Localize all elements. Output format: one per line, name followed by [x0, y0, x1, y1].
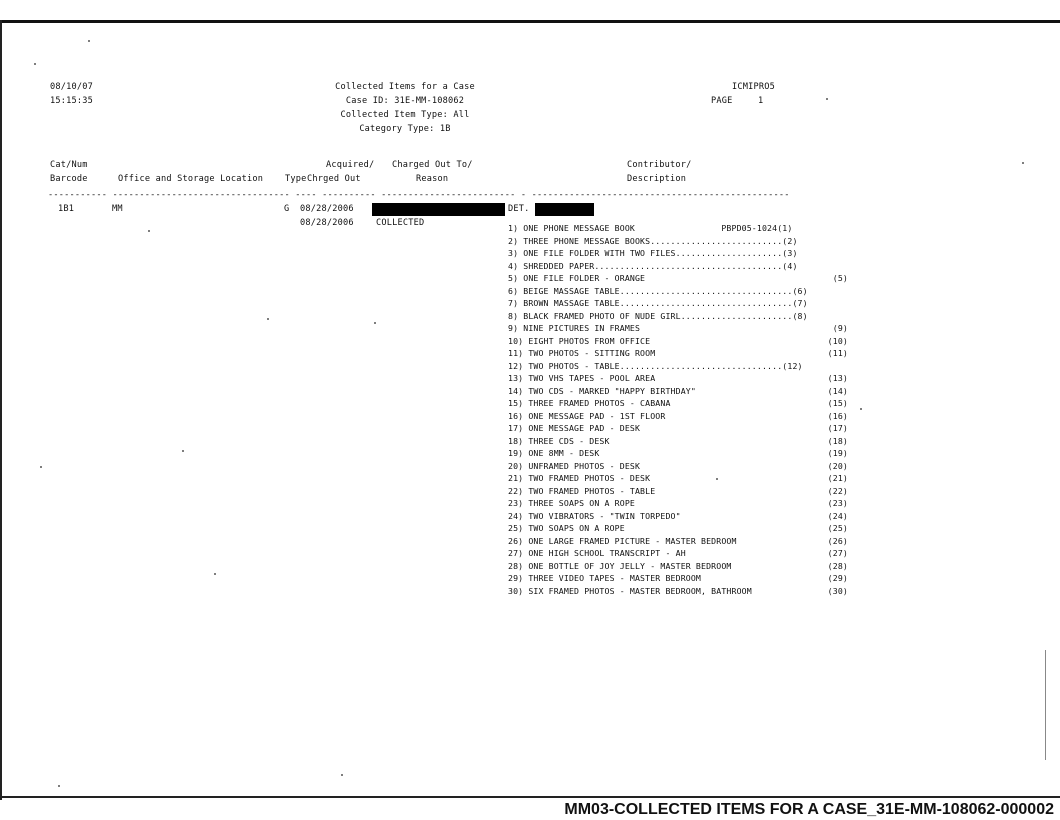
- scan-speck: [1022, 162, 1024, 164]
- description-item: [508, 372, 848, 385]
- record-acquired-date: 08/28/2006: [300, 204, 354, 214]
- description-item-ref: (25): [827, 523, 848, 533]
- col-barcode: Barcode: [50, 174, 88, 184]
- description-item: [508, 235, 848, 248]
- description-item-text: 8) BLACK FRAMED PHOTO OF NUDE GIRL......................(8): [508, 310, 808, 321]
- description-item: [508, 510, 848, 523]
- description-item-text: 11) TWO PHOTOS - SITTING ROOM: [508, 348, 656, 358]
- scan-speck: [40, 466, 42, 468]
- description-item-ref: (23): [827, 498, 848, 508]
- program-id: ICMIPRO5: [732, 82, 775, 92]
- description-item-text: 27) ONE HIGH SCHOOL TRANSCRIPT - AH: [508, 548, 686, 558]
- col-type: Type: [285, 174, 307, 184]
- description-item-text: 17) ONE MESSAGE PAD - DESK: [508, 423, 641, 433]
- description-item: [508, 485, 848, 498]
- scan-speck: [860, 408, 862, 410]
- record-office: MM: [112, 204, 123, 214]
- record-type: G: [284, 204, 290, 214]
- description-item: [508, 360, 848, 373]
- description-item-text: 26) ONE LARGE FRAMED PICTURE - MASTER BEDROOM: [508, 535, 737, 546]
- description-item-text: 5) ONE FILE FOLDER - ORANGE: [508, 273, 646, 283]
- description-item-ref: (10): [827, 335, 848, 346]
- description-item-ref: (5): [832, 273, 848, 283]
- case-id: Case ID: 31E-MM-108062: [345, 96, 465, 106]
- description-item-ref: (18): [827, 435, 848, 446]
- description-item: [508, 585, 848, 598]
- scan-speck: [341, 774, 343, 776]
- description-item-text: 22) TWO FRAMED PHOTOS - TABLE: [508, 485, 656, 496]
- contributor-prefix: DET.: [508, 204, 530, 214]
- scan-speck: [374, 322, 376, 324]
- description-item: [508, 272, 848, 285]
- scan-speck: [34, 63, 36, 65]
- col-catnum: Cat/Num: [50, 160, 88, 170]
- description-item: [508, 297, 848, 310]
- description-item-ref: (9): [832, 323, 848, 333]
- description-item: [508, 335, 848, 348]
- description-item-ref: (11): [827, 348, 848, 358]
- report-date: 08/10/07: [50, 82, 93, 92]
- description-item: [508, 472, 848, 485]
- record-catnum: 1B1: [58, 204, 75, 214]
- description-item-text: 10) EIGHT PHOTOS FROM OFFICE: [508, 335, 651, 346]
- col-chrgd-out: Chrged Out: [307, 174, 361, 184]
- description-item-text: 25) TWO SOAPS ON A ROPE: [508, 523, 625, 533]
- description-item-ref: (28): [827, 560, 848, 571]
- col-charged-out-to: Charged Out To/: [392, 160, 473, 170]
- scan-speck: [826, 98, 828, 100]
- description-item: [508, 535, 848, 548]
- header-separator: ----------- --------------------------------- ---- ---------- ------------------------- - ------------------------------------------------: [48, 190, 790, 200]
- col-reason: Reason: [416, 174, 449, 184]
- scan-speck: [58, 785, 60, 787]
- scan-speck: [88, 40, 90, 42]
- description-item: [508, 247, 848, 260]
- description-list: [508, 222, 848, 597]
- description-item-text: 13) TWO VHS TAPES - POOL AREA: [508, 373, 656, 383]
- description-item: [508, 397, 848, 410]
- description-item-ref: (24): [827, 510, 848, 521]
- description-item-text: 28) ONE BOTTLE OF JOY JELLY - MASTER BEDROOM: [508, 560, 732, 571]
- page-number: 1: [758, 96, 764, 106]
- scan-speck: [182, 450, 184, 452]
- description-item-text: 2) THREE PHONE MESSAGE BOOKS..........................(2): [508, 235, 798, 246]
- description-item-text: 19) ONE 8MM - DESK: [508, 448, 600, 458]
- description-item-ref: (22): [827, 485, 848, 496]
- page-label: PAGE: [711, 96, 733, 106]
- description-item-text: 24) TWO VIBRATORS - "TWIN TORPEDO": [508, 510, 681, 521]
- bates-stamp: MM03-COLLECTED ITEMS FOR A CASE_31E-MM-108062-000002: [564, 801, 1054, 818]
- redaction-charged-out-to: [372, 203, 505, 216]
- description-item-ref: (15): [827, 398, 848, 408]
- description-item-ref: (27): [827, 548, 848, 558]
- description-item-text: 18) THREE CDS - DESK: [508, 435, 610, 446]
- description-item: [508, 547, 848, 560]
- description-item: [508, 322, 848, 335]
- description-item-text: 9) NINE PICTURES IN FRAMES: [508, 323, 641, 333]
- description-item: [508, 572, 848, 585]
- col-acquired: Acquired/: [326, 160, 375, 170]
- col-description: Description: [627, 174, 687, 184]
- page-left-edge: [0, 20, 2, 800]
- description-item-text: 30) SIX FRAMED PHOTOS - MASTER BEDROOM, BATHROOM: [508, 585, 752, 596]
- collected-item-type: Collected Item Type: All: [340, 110, 470, 120]
- description-item-ref: (29): [827, 573, 848, 583]
- description-item-text: 12) TWO PHOTOS - TABLE................................(12): [508, 360, 803, 371]
- description-item: [508, 447, 848, 460]
- description-item-text: 14) TWO CDS - MARKED "HAPPY BIRTHDAY": [508, 385, 696, 396]
- page-right-edge: [1045, 650, 1046, 760]
- description-item-text: 3) ONE FILE FOLDER WITH TWO FILES.....................(3): [508, 248, 798, 258]
- description-item-ref: (19): [827, 448, 848, 458]
- description-item: [508, 222, 848, 235]
- description-item: [508, 497, 848, 510]
- col-contributor: Contributor/: [627, 160, 692, 170]
- record-reason: COLLECTED: [376, 218, 425, 228]
- description-item: [508, 435, 848, 448]
- description-item: [508, 347, 848, 360]
- description-item-text: 7) BROWN MASSAGE TABLE..................................(7): [508, 298, 808, 308]
- description-item: [508, 285, 848, 298]
- description-item-text: 1) ONE PHONE MESSAGE BOOK PBPD05-1024(1): [508, 223, 793, 233]
- redaction-contributor: [535, 203, 594, 216]
- description-item: [508, 310, 848, 323]
- description-item: [508, 260, 848, 273]
- description-item-ref: (14): [827, 385, 848, 396]
- scan-speck: [214, 573, 216, 575]
- description-item-text: 16) ONE MESSAGE PAD - 1ST FLOOR: [508, 410, 666, 421]
- description-item: [508, 460, 848, 473]
- description-item-ref: (16): [827, 410, 848, 421]
- description-item-ref: (20): [827, 460, 848, 471]
- description-item: [508, 410, 848, 423]
- description-item-ref: (13): [827, 373, 848, 383]
- col-office-location: Office and Storage Location: [118, 174, 264, 184]
- report-time: 15:15:35: [50, 96, 93, 106]
- scan-speck: [267, 318, 269, 320]
- description-item-text: 6) BEIGE MASSAGE TABLE..................................(6): [508, 285, 808, 296]
- description-item-ref: (21): [827, 473, 848, 483]
- description-item-text: 20) UNFRAMED PHOTOS - DESK: [508, 460, 641, 471]
- description-item-ref: (30): [827, 585, 848, 596]
- description-item-text: 21) TWO FRAMED PHOTOS - DESK: [508, 473, 651, 483]
- category-type: Category Type: 1B: [359, 124, 451, 134]
- description-item-ref: (17): [827, 423, 848, 433]
- description-item: [508, 422, 848, 435]
- description-item-text: 23) THREE SOAPS ON A ROPE: [508, 498, 635, 508]
- description-item: [508, 385, 848, 398]
- record-chrgd-out-date: 08/28/2006: [300, 218, 354, 228]
- page-top-rule: [0, 20, 1060, 23]
- description-item: [508, 560, 848, 573]
- description-item-text: 29) THREE VIDEO TAPES - MASTER BEDROOM: [508, 573, 702, 583]
- description-item: [508, 522, 848, 535]
- scan-speck: [148, 230, 150, 232]
- page-bottom-rule: [0, 796, 1060, 798]
- description-item-text: 4) SHREDDED PAPER.....................................(4): [508, 260, 798, 271]
- description-item-text: 15) THREE FRAMED PHOTOS - CABANA: [508, 398, 671, 408]
- scan-speck: [716, 478, 718, 480]
- report-title: Collected Items for a Case: [335, 82, 475, 92]
- description-item-ref: (26): [827, 535, 848, 546]
